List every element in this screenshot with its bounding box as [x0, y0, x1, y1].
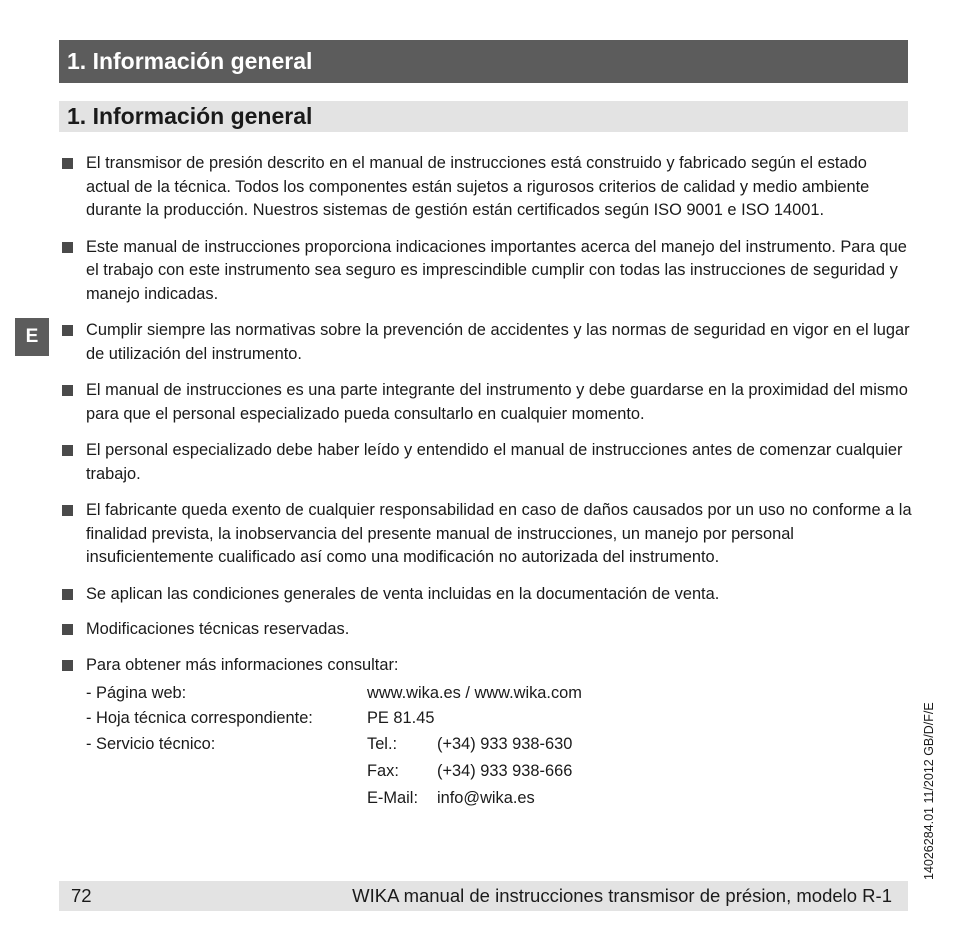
square-bullet-icon — [62, 445, 73, 456]
contact-value: (+34) 933 938-630 — [437, 735, 573, 753]
contact-value: info@wika.es — [437, 789, 535, 807]
page-footer — [59, 881, 908, 911]
square-bullet-icon — [62, 158, 73, 169]
list-item — [62, 499, 914, 570]
square-bullet-icon — [62, 624, 73, 635]
page-number: 72 — [71, 885, 92, 906]
contact-value: PE 81.45 — [367, 709, 435, 727]
list-item — [62, 618, 914, 642]
square-bullet-icon — [62, 325, 73, 336]
list-item-text: El personal especializado debe haber leído y entendido el manual de instrucciones antes de comenzar cualquier trabajo. — [86, 441, 903, 483]
contact-row-tel — [86, 731, 914, 758]
list-item-text: Este manual de instrucciones proporciona indicaciones importantes acerca del manejo del instrumento. Para que el trabajo con este instrumento sea seguro es imprescindible cumplir con todas las instrucciones de seguridad y manejo indicadas. — [86, 237, 907, 303]
contact-label: - Página web: — [86, 684, 187, 702]
document-id: 14026284.01 11/2012 GB/D/F/E — [922, 702, 936, 880]
square-bullet-icon — [62, 660, 73, 671]
contact-value: (+34) 933 938-666 — [437, 762, 573, 780]
list-item — [62, 439, 914, 486]
contact-row-web — [86, 681, 914, 706]
contact-value: www.wika.es / www.wika.com — [367, 684, 582, 702]
list-item — [62, 654, 914, 678]
list-item-text: El transmisor de presión descrito en el manual de instrucciones está construido y fabricado según el estado actual de la técnica. Todos los componentes están sujetos a rigurosos criterios de calidad y medio ambiente durante la producción. Nuestros sistemas de gestión están certificados según ISO 9001 e ISO 14001. — [86, 154, 870, 219]
list-item-text: Se aplican las condiciones generales de venta incluidas en la documentación de venta. — [86, 584, 720, 603]
list-item — [62, 319, 914, 366]
contact-key: E-Mail: — [367, 789, 418, 807]
contact-label: - Servicio técnico: — [86, 735, 216, 753]
list-item-text: El fabricante queda exento de cualquier responsabilidad en caso de daños causados por un uso no conforme a la finalidad prevista, la inobservancia del presente manual de instrucciones, un manejo por personal insuficientemente cualificado así como una modificación no autorizada del instrumento. — [86, 501, 912, 566]
contact-table — [86, 681, 914, 812]
contact-row-email — [86, 785, 914, 812]
contact-key: Tel.: — [367, 735, 398, 753]
square-bullet-icon — [62, 242, 73, 253]
section-header: 1. Información general — [59, 40, 908, 83]
list-item — [62, 152, 914, 223]
list-item — [62, 583, 914, 607]
language-tab: E — [15, 318, 49, 356]
contact-label: - Hoja técnica correspondiente: — [86, 709, 313, 727]
square-bullet-icon — [62, 505, 73, 516]
section-subheader: 1. Información general — [59, 101, 908, 132]
footer-title: WIKA manual de instrucciones transmisor de présion, modelo R-1 — [352, 885, 892, 906]
contact-key: Fax: — [367, 762, 399, 780]
square-bullet-icon — [62, 589, 73, 600]
main-content — [62, 152, 914, 812]
list-item — [62, 379, 914, 426]
contact-row-datasheet — [86, 706, 914, 731]
square-bullet-icon — [62, 385, 73, 396]
list-item-text: Para obtener más informaciones consultar: — [86, 655, 399, 674]
list-item — [62, 236, 914, 307]
contact-row-fax — [86, 758, 914, 785]
list-item-text: Cumplir siempre las normativas sobre la prevención de accidentes y las normas de seguridad en vigor en el lugar de utilización del instrumento. — [86, 321, 910, 363]
list-item-text: El manual de instrucciones es una parte integrante del instrumento y debe guardarse en la proximidad del mismo para que el personal especializado pueda consultarlo en cualquier momento. — [86, 381, 908, 423]
list-item-text: Modificaciones técnicas reservadas. — [86, 620, 350, 638]
